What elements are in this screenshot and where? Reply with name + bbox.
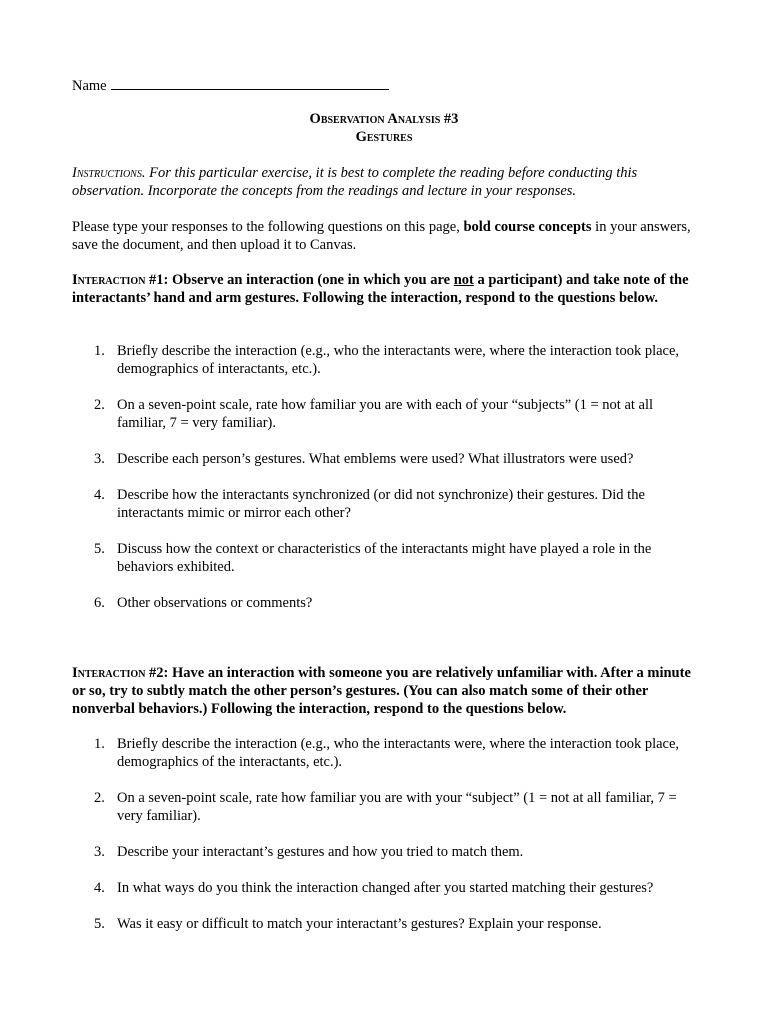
question-number: 6. [94,595,105,611]
title-line-2: Gestures [355,129,413,145]
question-text: Other observations or comments? [117,595,313,611]
question-number: 4. [94,880,105,896]
list-item [72,342,696,378]
question-text: Was it easy or difficult to match your interactant’s gestures? Explain your response. [117,916,602,932]
intro-paragraph [72,218,696,254]
question-text: On a seven-point scale, rate how familiar you are with your “subject” (1 = not at all familiar, 7 = very familiar). [117,790,677,824]
list-item [72,450,696,468]
list-item [72,915,696,933]
question-number: 2. [94,790,105,806]
question-text: Describe how the interactants synchronized (or did not synchronize) their gestures. Did the interactants mimic or mirror each other? [117,487,645,521]
interaction-2-questions [72,735,696,951]
question-number: 3. [94,451,105,467]
interaction-2-text: Have an interaction with someone you are relatively unfamiliar with. After a minute or so, try to subtly match the other person’s gestures. (You can also match some of their other nonverbal behaviors.) Following the interaction, respond to the questions below. [72,665,691,717]
document-title [72,110,696,146]
list-item [72,486,696,522]
interaction-1-underlined: not [453,272,474,288]
question-text: Discuss how the context or characteristics of the interactants might have played a role in the behaviors exhibited. [117,541,652,575]
question-text: In what ways do you think the interaction changed after you started matching their gestures? [117,880,654,896]
question-text: Briefly describe the interaction (e.g., who the interactants were, where the interaction took place, demographics of the interactants, etc.). [117,736,680,770]
list-item [72,879,696,897]
interaction-2-label: Interaction #2: [72,665,169,681]
question-number: 4. [94,487,105,503]
interaction-1-label: Interaction #1: [72,272,169,288]
list-item [72,735,696,771]
title-line-1: Observation Analysis #3 [309,111,459,127]
name-label: Name [72,78,107,94]
question-text: Briefly describe the interaction (e.g., who the interactants were, where the interaction took place, demographics of interactants, etc.). [117,343,680,377]
instructions-label: Instructions [72,165,142,181]
question-text: Describe your interactant’s gestures and how you tried to match them. [117,844,524,860]
name-blank-line [111,75,389,90]
question-text: Describe each person’s gestures. What emblems were used? What illustrators were used? [117,451,634,467]
name-field [72,75,696,95]
interaction-1-questions [72,342,696,630]
list-item [72,396,696,432]
interaction-1-text-a: Observe an interaction (one in which you are [168,272,454,288]
list-item [72,594,696,612]
interaction-1-text-b: a participant) and take note of the interactants’ hand and arm gestures. Following the interaction, respond to the questions below. [72,272,689,306]
question-number: 5. [94,541,105,557]
question-number: 3. [94,844,105,860]
intro-bold: bold course concepts [463,219,592,235]
interaction-1-heading [72,271,696,307]
list-item [72,843,696,861]
question-number: 1. [94,343,105,359]
question-number: 5. [94,916,105,932]
question-number: 2. [94,397,105,413]
question-text: On a seven-point scale, rate how familiar you are with each of your “subjects” (1 = not at all familiar, 7 = very familiar). [117,397,654,431]
instructions-text: . For this particular exercise, it is best to complete the reading before conducting this observation. Incorporate the concepts from the readings and lecture in your responses. [72,165,638,199]
question-number: 1. [94,736,105,752]
instructions [72,164,696,200]
interaction-2-heading [72,664,696,718]
list-item [72,789,696,825]
list-item [72,540,696,576]
intro-after: in your answers, save the document, and then upload it to Canvas. [72,219,691,253]
intro-before: Please type your responses to the following questions on this page, [72,219,464,235]
